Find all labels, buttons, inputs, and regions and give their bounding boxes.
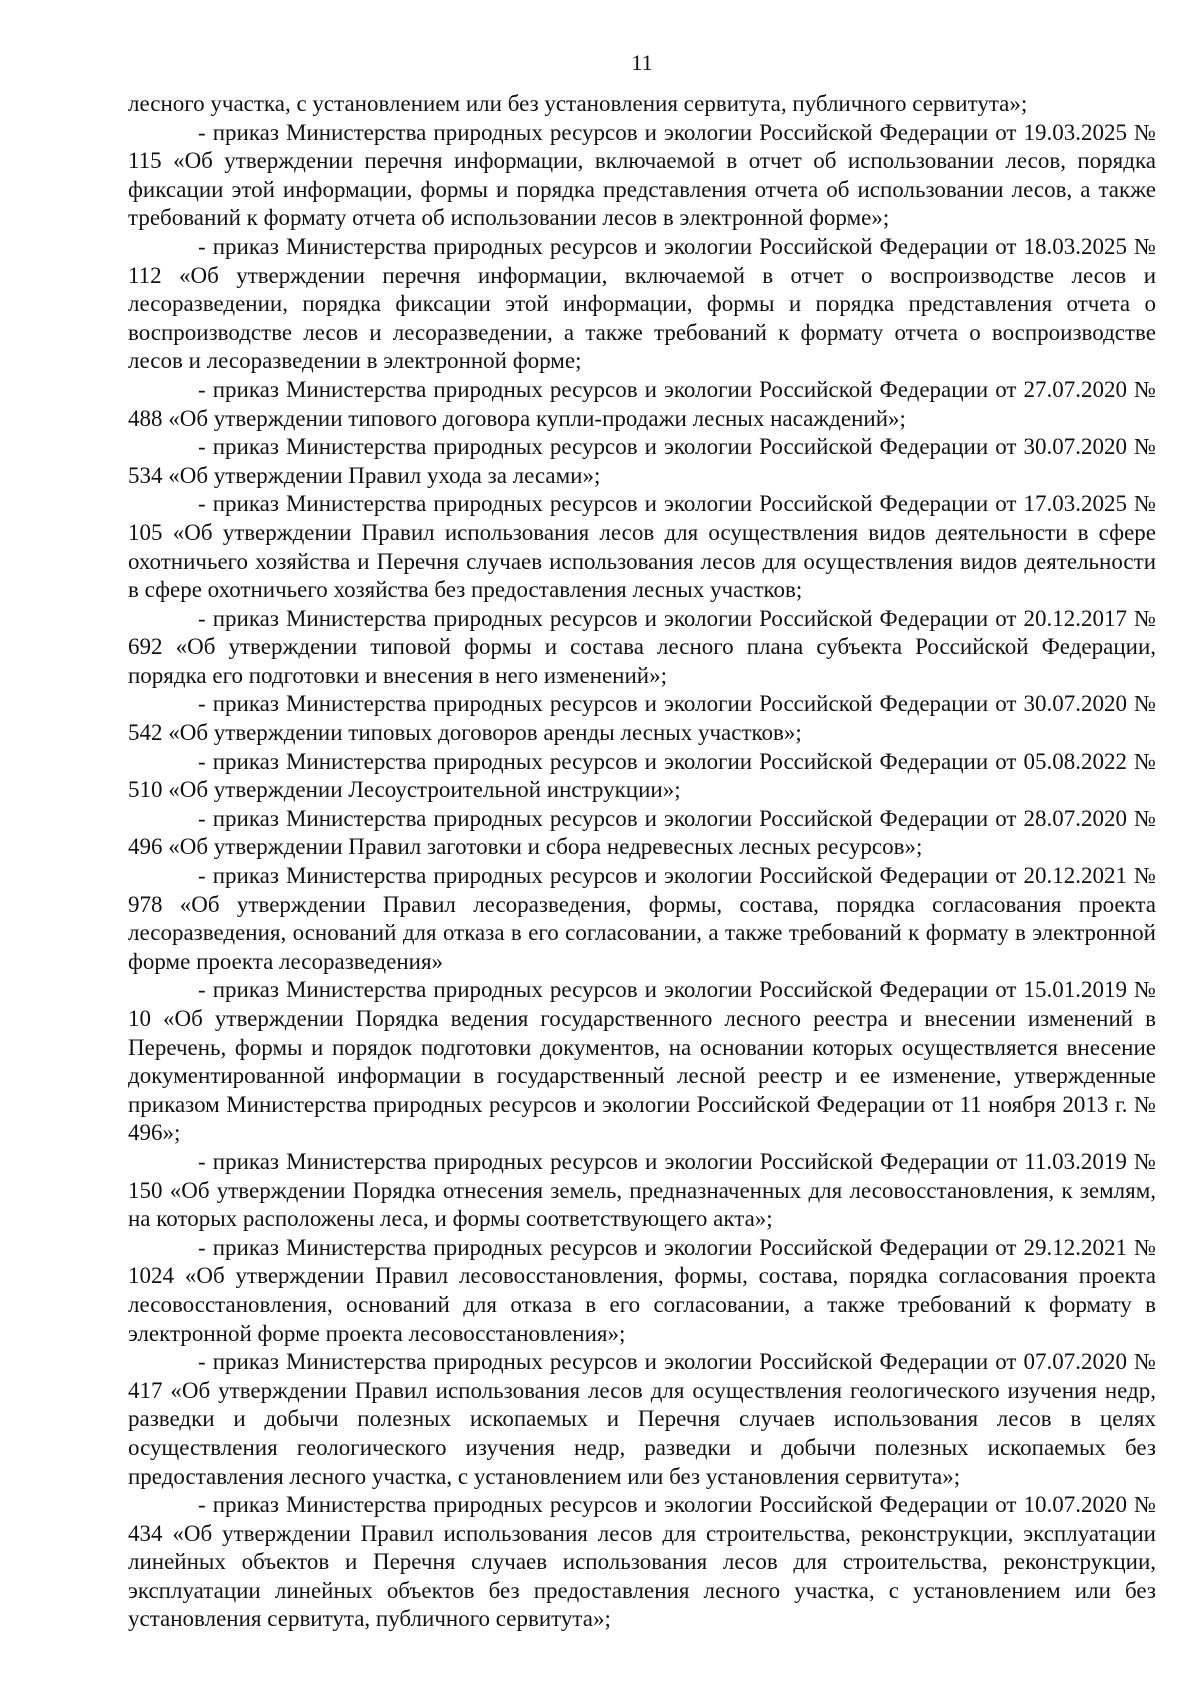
list-item: - приказ Министерства природных ресурсов и экологии Российской Федерации от 07.07.2020 № 417 «Об утверждении Правил использования лесов для осуществления геологического изучения недр, разведки и добычи полезных ископаемых и Перечня случаев использования лесов в целях осуществления геологического изучения недр, разведки и добычи полезных ископаемых без предоставления лесного участка, с установлением или без установления сервитута»; [128,1349,1156,1489]
list-item: - приказ Министерства природных ресурсов и экологии Российской Федерации от 27.07.2020 № 488 «Об утверждении типового договора купли-продажи лесных насаждений»; [128,376,1156,431]
list-item: - приказ Министерства природных ресурсов и экологии Российской Федерации от 20.12.2017 № 692 «Об утверждении типовой формы и состава лесного плана субъекта Российской Федерации, порядка его подготовки и внесения в него изменений»; [128,605,1156,688]
list-item: - приказ Министерства природных ресурсов и экологии Российской Федерации от 28.07.2020 № 496 «Об утверждении Правил заготовки и сбора недревесных лесных ресурсов»; [128,805,1156,860]
list-item: - приказ Министерства природных ресурсов и экологии Российской Федерации от 18.03.2025 № 112 «Об утверждении перечня информации, включаемой в отчет о воспроизводстве лесов и лесоразведении, порядка фиксации этой информации, формы и порядка представления отчета о воспроизводстве лесов и лесоразведении, а также требований к формату отчета о воспроизводстве лесов и лесоразведении в электронной форме; [128,233,1156,374]
list-item: - приказ Министерства природных ресурсов и экологии Российской Федерации от 29.12.2021 № 1024 «Об утверждении Правил лесовосстановления, формы, состава, порядка согласования проекта лесовосстановления, оснований для отказа в его согласовании, а также требований к формату в электронной форме проекта лесовосстановления»; [128,1234,1156,1346]
list-item: - приказ Министерства природных ресурсов и экологии Российской Федерации от 10.07.2020 № 434 «Об утверждении Правил использования лесов для строительства, реконструкции, эксплуатации линейных объектов и Перечня случаев использования лесов для строительства, реконструкции, эксплуатации линейных объектов без предоставления лесного участка, с установлением или без установления сервитута, публичного сервитута»; [128,1492,1156,1632]
page-number: 11 [631,50,653,75]
list-item: - приказ Министерства природных ресурсов и экологии Российской Федерации от 19.03.2025 № 115 «Об утверждении перечня информации, включаемой в отчет об использовании лесов, порядка фиксации этой информации, формы и порядка представления отчета об использовании лесов, а также требований к формату отчета об использовании лесов в электронной форме»; [128,119,1156,231]
list-item: - приказ Министерства природных ресурсов и экологии Российской Федерации от 15.01.2019 № 10 «Об утверждении Порядка ведения государственного лесного реестра и внесении изменений в Перечень, формы и порядок подготовки документов, на основании которых осуществляется внесение документированной информации в государственный лесной реестр и ее изменение, утвержденные приказом Министерства природных ресурсов и экологии Российской Федерации от 11 ноября 2013 г. № 496»; [128,977,1156,1146]
list-item: - приказ Министерства природных ресурсов и экологии Российской Федерации от 20.12.2021 № 978 «Об утверждении Правил лесоразведения, формы, состава, порядка согласования проекта лесоразведения, оснований для отказа в его согласовании, а также требований к формату в электронной форме проекта лесоразведения» [128,863,1156,974]
list-item: - приказ Министерства природных ресурсов и экологии Российской Федерации от 30.07.2020 № 542 «Об утверждении типовых договоров аренды лесных участков»; [128,691,1156,746]
list-item: - приказ Министерства природных ресурсов и экологии Российской Федерации от 30.07.2020 № 534 «Об утверждении Правил ухода за лесами»; [128,434,1156,488]
list-item: - приказ Министерства природных ресурсов и экологии Российской Федерации от 11.03.2019 № 150 «Об утверждении Порядка отнесения земель, предназначенных для лесовосстановления, к землям, на которых расположены леса, и формы соответствующего акта»; [128,1148,1156,1232]
document-body [128,90,1156,1634]
list-item: - приказ Министерства природных ресурсов и экологии Российской Федерации от 05.08.2022 № 510 «Об утверждении Лесоустроительной инструкции»; [128,748,1156,803]
list-item: - приказ Министерства природных ресурсов и экологии Российской Федерации от 17.03.2025 № 105 «Об утверждении Правил использования лесов для осуществления видов деятельности в сфере охотничьего хозяйства и Перечня случаев использования лесов для осуществления видов деятельности в сфере охотничьего хозяйства без предоставления лесных участков; [128,491,1156,603]
paragraph-intro-fragment: лесного участка, с установлением или без установления сервитута, публичного сервитута»; [128,91,1028,116]
